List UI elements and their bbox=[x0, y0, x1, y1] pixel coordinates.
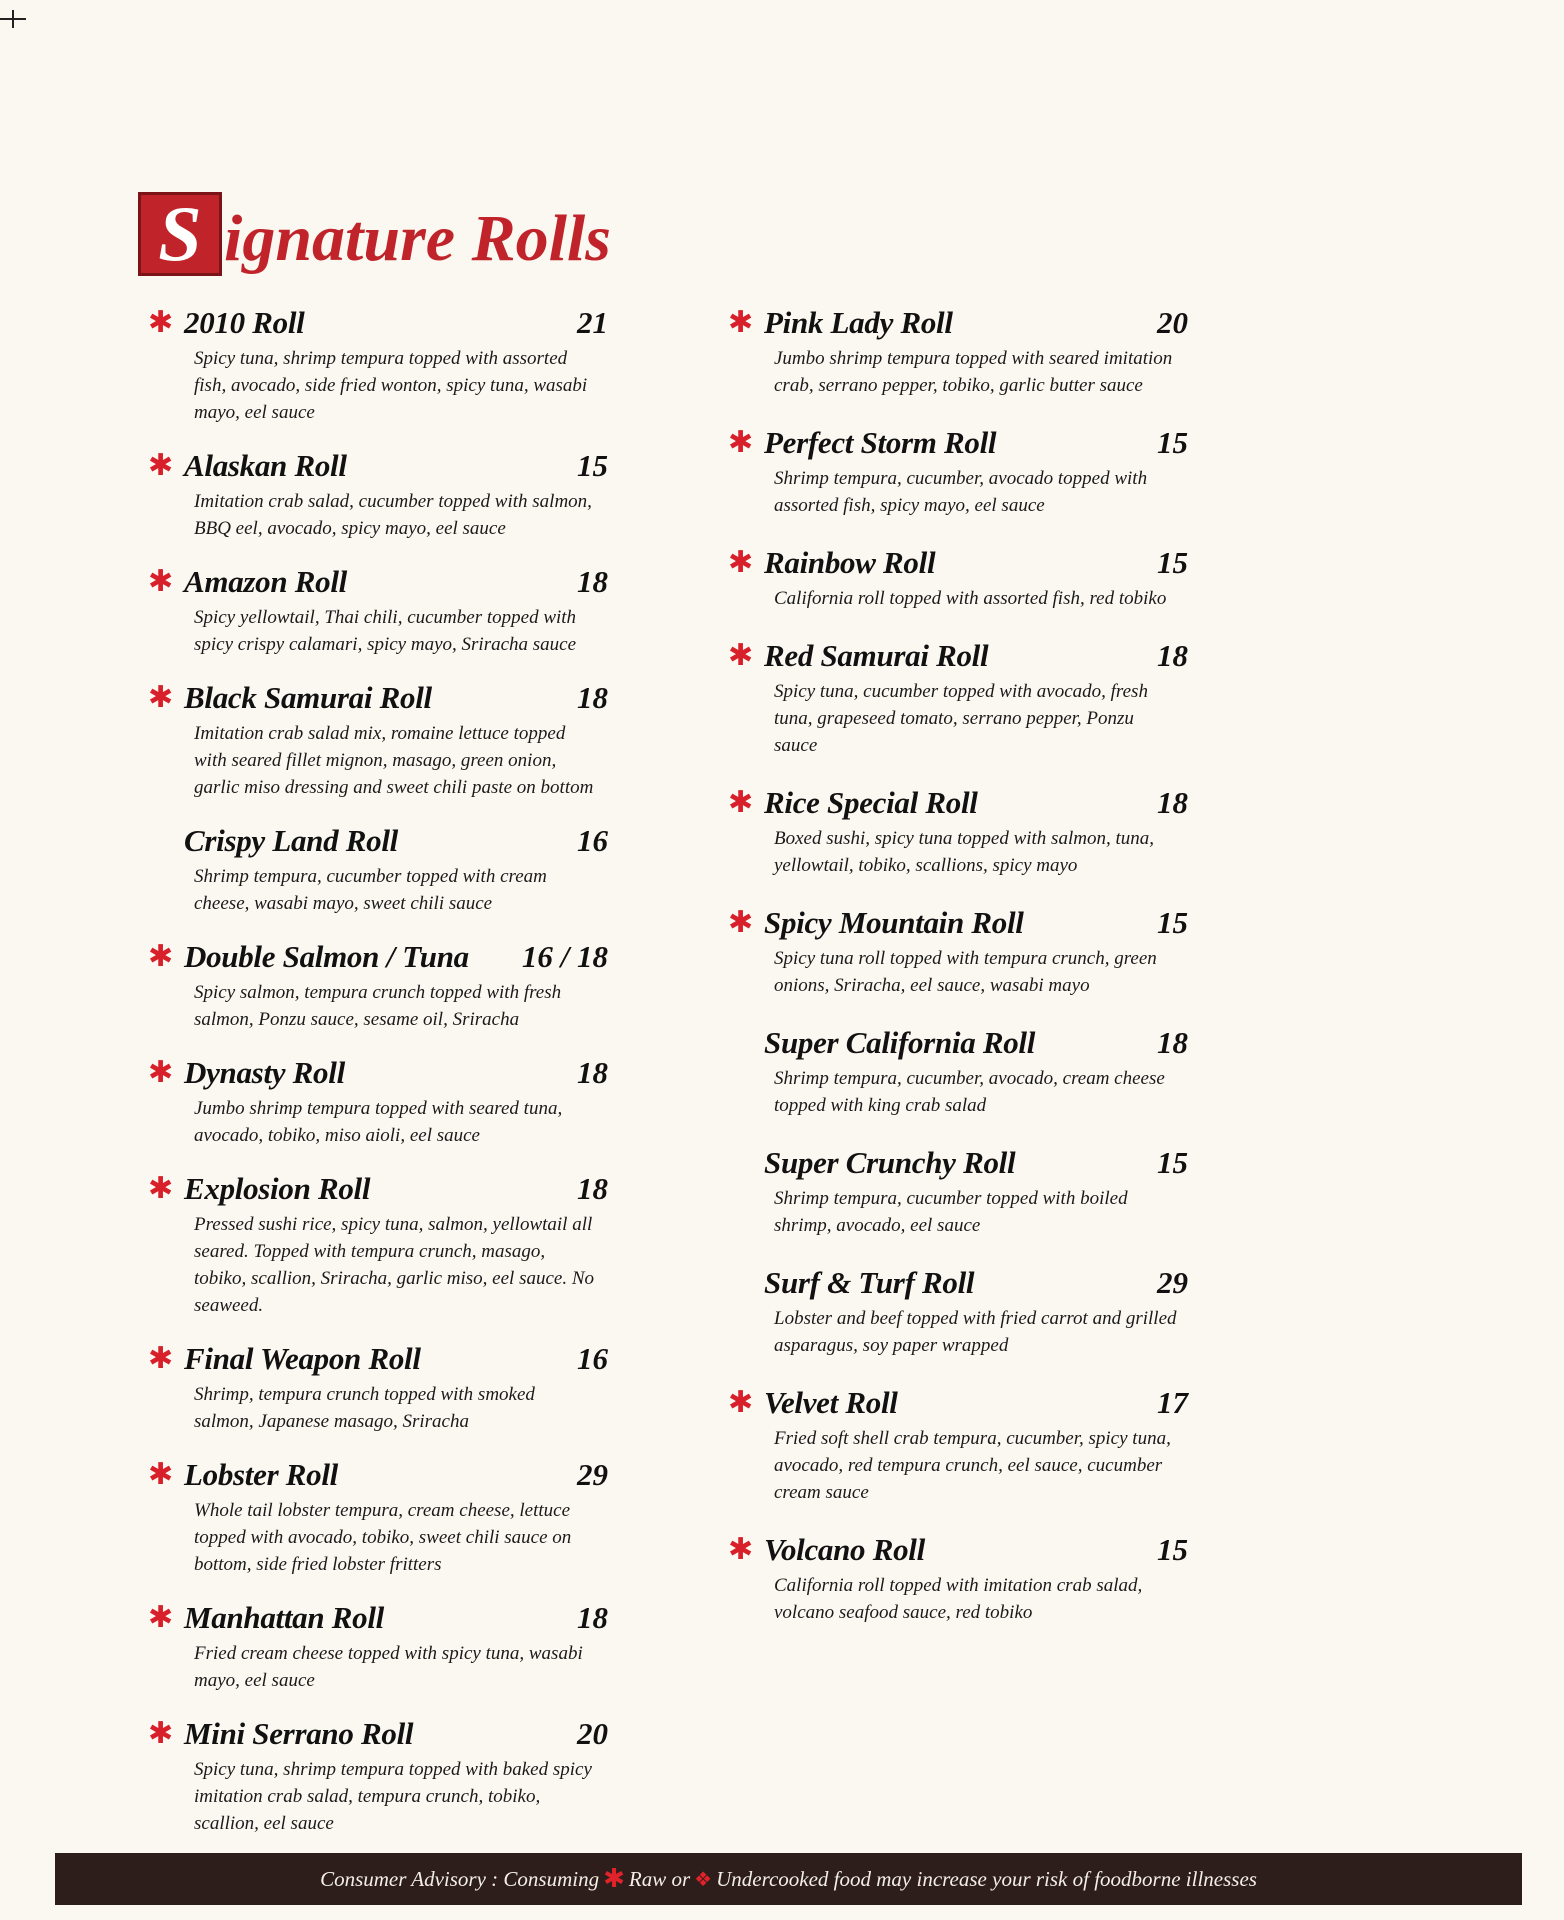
menu-item-name: Rainbow Roll bbox=[764, 545, 936, 580]
menu-item-header bbox=[764, 425, 1188, 461]
menu-item-header bbox=[764, 1145, 1188, 1181]
menu-item-name: Super California Roll bbox=[764, 1025, 1036, 1060]
menu-item bbox=[148, 939, 608, 1033]
menu-item-description: Spicy salmon, tempura crunch topped with fresh salmon, Ponzu sauce, sesame oil, Sriracha bbox=[194, 982, 562, 1030]
page-title bbox=[138, 192, 611, 276]
menu-item-description: Imitation crab salad mix, romaine lettuce topped with seared fillet mignon, masago, green onion, garlic miso dressing and sweet chili paste on bottom bbox=[194, 723, 594, 798]
menu-item-name: Velvet Roll bbox=[764, 1385, 898, 1420]
menu-item-description: Imitation crab salad, cucumber topped with salmon, BBQ eel, avocado, spicy mayo, eel sauce bbox=[194, 491, 592, 539]
menu-item-name: Rice Special Roll bbox=[764, 785, 978, 820]
menu-item-description: Jumbo shrimp tempura topped with seared imitation crab, serrano pepper, tobiko, garlic butter sauce bbox=[774, 348, 1173, 396]
menu-item bbox=[148, 1457, 608, 1578]
asterisk-star-icon: ✱ bbox=[148, 305, 174, 340]
menu-item-description: Spicy tuna roll topped with tempura crunch, green onions, Sriracha, eel sauce, wasabi mayo bbox=[774, 948, 1157, 996]
advisory-text-2: Raw or bbox=[628, 1866, 691, 1891]
asterisk-star-icon: ✱ bbox=[728, 545, 754, 580]
menu-item bbox=[728, 905, 1188, 999]
menu-item-price: 16 / 18 bbox=[521, 939, 608, 974]
menu-item-description: Whole tail lobster tempura, cream cheese, lettuce topped with avocado, tobiko, sweet chili sauce on bottom, side fried lobster fritters bbox=[194, 1500, 572, 1575]
menu-item-price: 18 bbox=[577, 1600, 608, 1635]
menu-item-header bbox=[764, 1385, 1188, 1421]
asterisk-star-icon: ✱ bbox=[148, 1716, 174, 1751]
menu-item-name: Super Crunchy Roll bbox=[764, 1145, 1016, 1180]
menu-item-header bbox=[184, 448, 608, 484]
asterisk-star-icon: ✱ bbox=[603, 1864, 625, 1894]
menu-item bbox=[148, 564, 608, 658]
asterisk-star-icon: ✱ bbox=[728, 305, 754, 340]
menu-item-description: California roll topped with assorted fish, red tobiko bbox=[774, 588, 1167, 609]
menu-item-price: 18 bbox=[1157, 785, 1188, 820]
asterisk-star-icon: ✱ bbox=[148, 939, 174, 974]
menu-item bbox=[728, 425, 1188, 519]
asterisk-star-icon: ✱ bbox=[148, 1055, 174, 1090]
menu-item-name: Alaskan Roll bbox=[184, 448, 347, 483]
menu-item-name: Amazon Roll bbox=[184, 564, 347, 599]
menu-item-name: Manhattan Roll bbox=[184, 1600, 384, 1635]
menu-item-price: 18 bbox=[577, 564, 608, 599]
asterisk-star-icon: ✱ bbox=[728, 1532, 754, 1567]
menu-item-header bbox=[184, 680, 608, 716]
menu-item-price: 15 bbox=[1157, 1532, 1188, 1567]
menu-item-price: 16 bbox=[577, 1341, 608, 1376]
menu-item-header bbox=[764, 305, 1188, 341]
menu-item-name: Double Salmon / Tuna bbox=[184, 939, 469, 974]
menu-item-name: Red Samurai Roll bbox=[764, 638, 989, 673]
menu-item bbox=[148, 305, 608, 426]
menu-item-header bbox=[184, 305, 608, 341]
asterisk-star-icon: ✱ bbox=[728, 785, 754, 820]
menu-item-description: Spicy tuna, cucumber topped with avocado, fresh tuna, grapeseed tomato, serrano pepper, Ponzu sauce bbox=[774, 681, 1148, 756]
menu-item-name: Explosion Roll bbox=[184, 1171, 371, 1206]
diamond-cluster-icon: ❖ bbox=[694, 1867, 713, 1891]
menu-item-price: 15 bbox=[1157, 545, 1188, 580]
menu-item-name: Final Weapon Roll bbox=[184, 1341, 421, 1376]
menu-item-header bbox=[764, 1265, 1188, 1301]
menu-item-price: 15 bbox=[1157, 1145, 1188, 1180]
menu-item bbox=[728, 1265, 1188, 1359]
menu-item-description: Shrimp tempura, cucumber topped with boiled shrimp, avocado, eel sauce bbox=[774, 1188, 1128, 1236]
menu-item bbox=[148, 1171, 608, 1319]
menu-item bbox=[148, 1716, 608, 1837]
menu-item-price: 20 bbox=[577, 1716, 608, 1751]
menu-item-price: 18 bbox=[577, 1055, 608, 1090]
menu-item-description: Spicy tuna, shrimp tempura topped with assorted fish, avocado, side fried wonton, spicy tuna, wasabi mayo, eel sauce bbox=[194, 348, 588, 423]
menu-item-description: Shrimp tempura, cucumber, avocado, cream cheese topped with king crab salad bbox=[774, 1068, 1165, 1116]
menu-item-header bbox=[764, 638, 1188, 674]
menu-item bbox=[728, 545, 1188, 612]
menu-item-description: Boxed sushi, spicy tuna topped with salmon, tuna, yellowtail, tobiko, scallions, spicy mayo bbox=[774, 828, 1154, 876]
menu-item-name: Pink Lady Roll bbox=[764, 305, 953, 340]
title-initial-box bbox=[138, 192, 222, 276]
menu-item bbox=[728, 305, 1188, 399]
menu-column-right bbox=[728, 305, 1188, 1652]
menu-column-left bbox=[148, 305, 608, 1859]
asterisk-star-icon: ✱ bbox=[148, 564, 174, 599]
menu-item-description: Spicy yellowtail, Thai chili, cucumber topped with spicy crispy calamari, spicy mayo, Sriracha sauce bbox=[194, 607, 577, 655]
menu-item-price: 17 bbox=[1157, 1385, 1188, 1420]
menu-item-description: Shrimp tempura, cucumber topped with cream cheese, wasabi mayo, sweet chili sauce bbox=[194, 866, 547, 914]
menu-item bbox=[148, 1600, 608, 1694]
menu-item-name: 2010 Roll bbox=[184, 305, 305, 340]
menu-item-description: Pressed sushi rice, spicy tuna, salmon, yellowtail all seared. Topped with tempura crunch, masago, tobiko, scallion, Sriracha, garlic miso, eel sauce. No seaweed. bbox=[194, 1214, 595, 1316]
menu-item-price: 20 bbox=[1157, 305, 1188, 340]
menu-item-description: Fried soft shell crab tempura, cucumber, spicy tuna, avocado, red tempura crunch, eel sauce, cucumber cream sauce bbox=[774, 1428, 1171, 1503]
menu-item-header bbox=[184, 823, 608, 859]
menu-item-name: Crispy Land Roll bbox=[184, 823, 398, 858]
menu-item-description: California roll topped with imitation crab salad, volcano seafood sauce, red tobiko bbox=[774, 1575, 1143, 1623]
menu-item-description: Shrimp tempura, cucumber, avocado topped with assorted fish, spicy mayo, eel sauce bbox=[774, 468, 1148, 516]
menu-item-price: 18 bbox=[1157, 638, 1188, 673]
title-initial: S bbox=[158, 190, 202, 277]
menu-item-name: Black Samurai Roll bbox=[184, 680, 432, 715]
menu-item-header bbox=[184, 1600, 608, 1636]
menu-item-header bbox=[764, 905, 1188, 941]
menu-item-name: Dynasty Roll bbox=[184, 1055, 345, 1090]
asterisk-star-icon: ✱ bbox=[148, 1171, 174, 1206]
asterisk-star-icon: ✱ bbox=[148, 448, 174, 483]
asterisk-star-icon: ✱ bbox=[728, 905, 754, 940]
menu-item bbox=[728, 1145, 1188, 1239]
menu-item-header bbox=[764, 785, 1188, 821]
asterisk-star-icon: ✱ bbox=[728, 425, 754, 460]
menu-item-description: Fried cream cheese topped with spicy tuna, wasabi mayo, eel sauce bbox=[194, 1643, 583, 1691]
asterisk-star-icon: ✱ bbox=[148, 1341, 174, 1376]
menu-item-description: Spicy tuna, shrimp tempura topped with baked spicy imitation crab salad, tempura crunch, tobiko, scallion, eel sauce bbox=[194, 1759, 592, 1834]
menu-item-header bbox=[764, 1532, 1188, 1568]
menu-item-price: 18 bbox=[1157, 1025, 1188, 1060]
menu-item bbox=[728, 785, 1188, 879]
menu-item bbox=[728, 1025, 1188, 1119]
advisory-text-1: Consumer Advisory : Consuming bbox=[320, 1866, 600, 1891]
menu-item-name: Spicy Mountain Roll bbox=[764, 905, 1024, 940]
menu-item-header bbox=[764, 1025, 1188, 1061]
menu-item-header bbox=[184, 1457, 608, 1493]
menu-item bbox=[728, 1532, 1188, 1626]
advisory-text-3: Undercooked food may increase your risk of foodborne illnesses bbox=[716, 1866, 1257, 1891]
menu-item-price: 15 bbox=[1157, 425, 1188, 460]
menu-item bbox=[148, 1341, 608, 1435]
menu-item-header bbox=[184, 939, 608, 975]
menu-item-header bbox=[184, 1171, 608, 1207]
menu-item-name: Mini Serrano Roll bbox=[184, 1716, 414, 1751]
asterisk-star-icon: ✱ bbox=[728, 1385, 754, 1420]
menu-item-name: Lobster Roll bbox=[184, 1457, 338, 1492]
menu-item-name: Surf & Turf Roll bbox=[764, 1265, 975, 1300]
menu-item-price: 29 bbox=[1157, 1265, 1188, 1300]
title-text: ignature Rolls bbox=[224, 202, 611, 275]
menu-item-header bbox=[184, 1341, 608, 1377]
menu-item-description: Shrimp, tempura crunch topped with smoked salmon, Japanese masago, Sriracha bbox=[194, 1384, 535, 1432]
menu-item-price: 16 bbox=[577, 823, 608, 858]
menu-item-header bbox=[764, 545, 1188, 581]
menu-item bbox=[148, 448, 608, 542]
menu-item-price: 21 bbox=[577, 305, 608, 340]
menu-item bbox=[148, 1055, 608, 1149]
menu-item-header bbox=[184, 564, 608, 600]
asterisk-star-icon: ✱ bbox=[148, 680, 174, 715]
crop-mark bbox=[12, 10, 14, 28]
menu-item bbox=[148, 823, 608, 917]
menu-item bbox=[148, 680, 608, 801]
menu-item-header bbox=[184, 1716, 608, 1752]
consumer-advisory-banner bbox=[55, 1853, 1522, 1905]
menu-item-description: Jumbo shrimp tempura topped with seared tuna, avocado, tobiko, miso aioli, eel sauce bbox=[194, 1098, 563, 1146]
asterisk-star-icon: ✱ bbox=[148, 1457, 174, 1492]
asterisk-star-icon: ✱ bbox=[728, 638, 754, 673]
menu-item-price: 18 bbox=[577, 1171, 608, 1206]
menu-item-name: Volcano Roll bbox=[764, 1532, 925, 1567]
menu-item-price: 15 bbox=[577, 448, 608, 483]
menu-item bbox=[728, 1385, 1188, 1506]
menu-item-description: Lobster and beef topped with fried carrot and grilled asparagus, soy paper wrapped bbox=[774, 1308, 1177, 1356]
menu-item-price: 29 bbox=[577, 1457, 608, 1492]
menu-item-name: Perfect Storm Roll bbox=[764, 425, 997, 460]
asterisk-star-icon: ✱ bbox=[148, 1600, 174, 1635]
menu-item-price: 15 bbox=[1157, 905, 1188, 940]
menu-item-header bbox=[184, 1055, 608, 1091]
menu-item-price: 18 bbox=[577, 680, 608, 715]
menu-item bbox=[728, 638, 1188, 759]
